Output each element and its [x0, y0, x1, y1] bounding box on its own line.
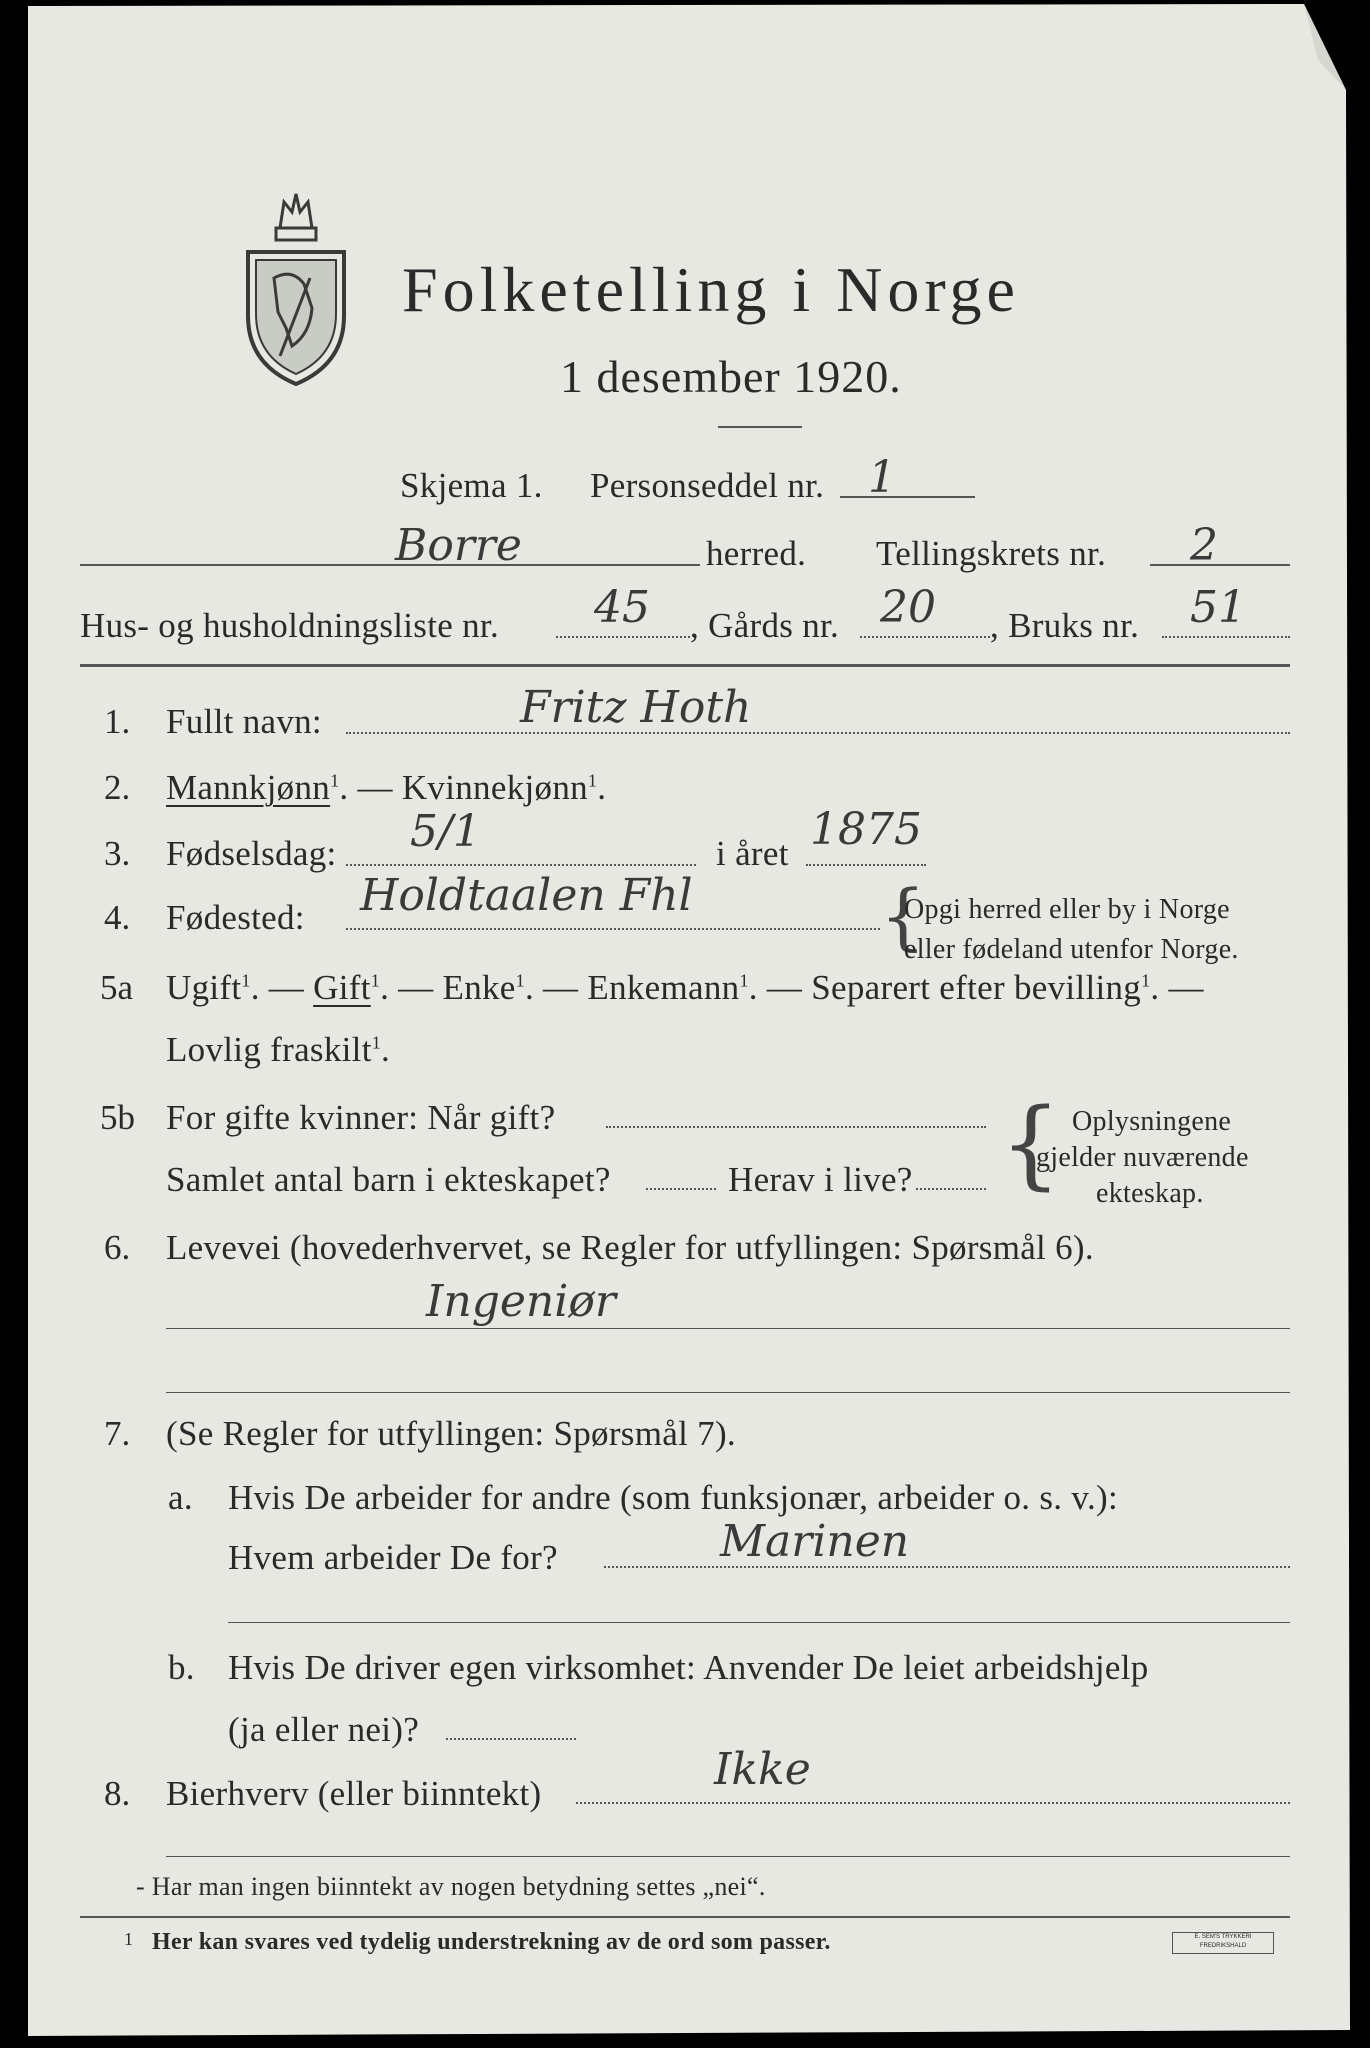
q7b-field-line: [446, 1738, 576, 1740]
q3-year-label: i året: [716, 834, 789, 873]
q5b-note-line1: Oplysningene: [1072, 1106, 1232, 1137]
title-rule: [718, 426, 802, 428]
gards-label: , Gårds nr.: [690, 606, 840, 645]
q6-label: Levevei (hovederhvervet, se Regler for utfyllingen: Spørsmål 6).: [166, 1228, 1094, 1267]
q5b-when-married-field-line: [606, 1126, 986, 1128]
q5a-gift: Gift: [313, 968, 371, 1007]
q5a-separert-ref: 1: [1141, 970, 1151, 991]
schema-label: Skjema 1.: [400, 466, 543, 505]
bruks-value: 51: [1190, 582, 1246, 633]
q3-day-field-line: [346, 864, 696, 866]
personseddel-value: 1: [868, 452, 896, 503]
q3-number: 3.: [104, 834, 131, 873]
q7a-field-line-2: [228, 1622, 1290, 1623]
footnote-divider: [80, 1916, 1290, 1918]
q7-number: 7.: [104, 1414, 131, 1453]
q4-note-brace: {: [880, 874, 926, 958]
q5a-ugift-ref: 1: [241, 970, 251, 991]
q5a-ugift: Ugift: [166, 968, 242, 1007]
q5a-marital-options: [166, 970, 1204, 1005]
q3-year-value: 1875: [810, 804, 922, 855]
q5a-dash-5: . —: [1150, 968, 1204, 1007]
personseddel-label: Personseddel nr.: [590, 466, 825, 505]
q5a-enkemann-ref: 1: [739, 970, 749, 991]
q7a-text: Hvis De arbeider for andre (som funksjonær, arbeider o. s. v.):: [228, 1478, 1118, 1517]
q7a-letter: a.: [168, 1478, 193, 1517]
q2-end: .: [597, 768, 607, 807]
census-date: 1 desember 1920.: [560, 351, 902, 402]
q4-label: Fødested:: [166, 898, 305, 937]
q7b-text: Hvis De driver egen virksomhet: Anvender De leiet arbeidshjelp: [228, 1648, 1149, 1687]
note-no-income: - Har man ingen biinntekt av nogen betydning settes „nei“.: [136, 1872, 766, 1901]
q5a-dash-4: . —: [748, 968, 812, 1007]
q1-field-line: [346, 732, 1290, 734]
q5b-note-brace: {: [1000, 1088, 1062, 1200]
q5b-when-married-label: For gifte kvinner: Når gift?: [166, 1098, 556, 1137]
coat-of-arms-icon: [240, 188, 352, 388]
footnote-mark: 1: [124, 1929, 134, 1949]
q5a-number: 5a: [100, 968, 134, 1007]
q5a-enke-ref: 1: [515, 970, 525, 991]
q5a-lovlig-ref: 1: [371, 1032, 382, 1053]
q4-number: 4.: [104, 898, 131, 937]
q4-birthplace-value: Holdtaalen Fhl: [360, 870, 693, 921]
q3-label: Fødselsdag:: [166, 834, 337, 873]
hus-field-line: [556, 636, 690, 638]
q5a-lovlig-end: .: [381, 1030, 391, 1069]
q5a-dash-3: . —: [524, 968, 588, 1007]
herred-value: Borre: [395, 520, 522, 571]
hus-value: 45: [594, 582, 650, 633]
q2-female-option: Kvinnekjønn: [401, 768, 588, 807]
q5b-children-field-line: [646, 1188, 716, 1190]
tellingskrets-label: Tellingskrets nr.: [876, 534, 1107, 573]
section-divider: [80, 664, 1290, 667]
footnote-text: Her kan svares ved tydelig understrekning av de ord som passer.: [152, 1929, 831, 1955]
q2-number: 2.: [104, 768, 131, 807]
q6-occupation-value: Ingeniør: [426, 1276, 616, 1327]
note-no-income-text: Har man ingen biinntekt av nogen betydning settes „nei“.: [151, 1872, 766, 1901]
q8-field-line: [576, 1802, 1290, 1804]
q5a-lovlig-line: [166, 1032, 390, 1067]
q5b-alive-field-line: [916, 1188, 986, 1190]
q8-side-income-value: Ikke: [714, 1744, 811, 1795]
q7b-question: (ja eller nei)?: [228, 1710, 420, 1749]
q1-number: 1.: [104, 702, 131, 741]
bruks-field-line: [1162, 636, 1290, 638]
q5b-alive-label: Herav i live?: [728, 1160, 913, 1199]
q8-number: 8.: [104, 1774, 131, 1813]
gards-value: 20: [880, 582, 936, 633]
personseddel-field-line: [840, 496, 975, 498]
herred-field-line: [80, 564, 700, 566]
tellingskrets-value: 2: [1190, 520, 1218, 571]
q3-day-value: 5/1: [410, 806, 481, 857]
q8-label: Bierhverv (eller biinntekt): [166, 1774, 542, 1813]
q5b-note-line2: gjelder nuværende: [1036, 1142, 1249, 1173]
q5b-number: 5b: [100, 1098, 135, 1137]
tellingskrets-field-line: [1150, 564, 1290, 566]
q5a-dash-2: . —: [380, 968, 443, 1007]
q2-male-option: Mannkjønn: [166, 768, 331, 807]
q2-female-footnote-ref: 1: [587, 770, 598, 791]
q5a-lovlig: Lovlig fraskilt: [166, 1030, 372, 1069]
q5a-enkemann: Enkemann: [587, 968, 740, 1007]
q1-full-name-value: Fritz Hoth: [520, 682, 752, 733]
herred-label: herred.: [706, 534, 807, 573]
q7a-employer-value: Marinen: [720, 1516, 910, 1567]
q6-field-line-2: [166, 1392, 1290, 1393]
q4-note-line1: Opgi herred eller by i Norge: [904, 894, 1230, 925]
q5b-note-line3: ekteskap.: [1096, 1178, 1204, 1209]
q8-field-line-2: [166, 1856, 1290, 1857]
bruks-label: , Bruks nr.: [990, 606, 1140, 645]
q2-separator: . —: [339, 768, 402, 807]
q4-field-line: [346, 928, 880, 930]
q2-gender-options: [166, 770, 606, 805]
form-title: Folketelling i Norge: [402, 254, 1020, 325]
q7b-letter: b.: [168, 1648, 195, 1687]
printer-stamp: E. SEM'S TRYKKERI FREDRIKSHALD: [1172, 1932, 1274, 1954]
q6-field-line-1: [166, 1328, 1290, 1329]
q5a-enke: Enke: [442, 968, 516, 1007]
q7-label: (Se Regler for utfyllingen: Spørsmål 7).: [166, 1414, 736, 1453]
q4-note-line2: eller fødeland utenfor Norge.: [904, 934, 1239, 965]
hus-label: Hus- og husholdningsliste nr.: [80, 606, 499, 645]
q5a-gift-ref: 1: [370, 970, 381, 991]
q6-number: 6.: [104, 1228, 131, 1267]
q2-footnote-ref: 1: [330, 770, 340, 791]
q5a-dash-1: . —: [250, 968, 314, 1007]
q5a-separert: Separert efter bevilling: [811, 968, 1142, 1007]
q7a-field-line: [604, 1566, 1290, 1568]
gards-field-line: [860, 636, 990, 638]
q3-year-field-line: [806, 864, 926, 866]
q7a-question: Hvem arbeider De for?: [228, 1538, 558, 1577]
q1-label: Fullt navn:: [166, 702, 322, 741]
q5b-children-label: Samlet antal barn i ekteskapet?: [166, 1160, 611, 1199]
